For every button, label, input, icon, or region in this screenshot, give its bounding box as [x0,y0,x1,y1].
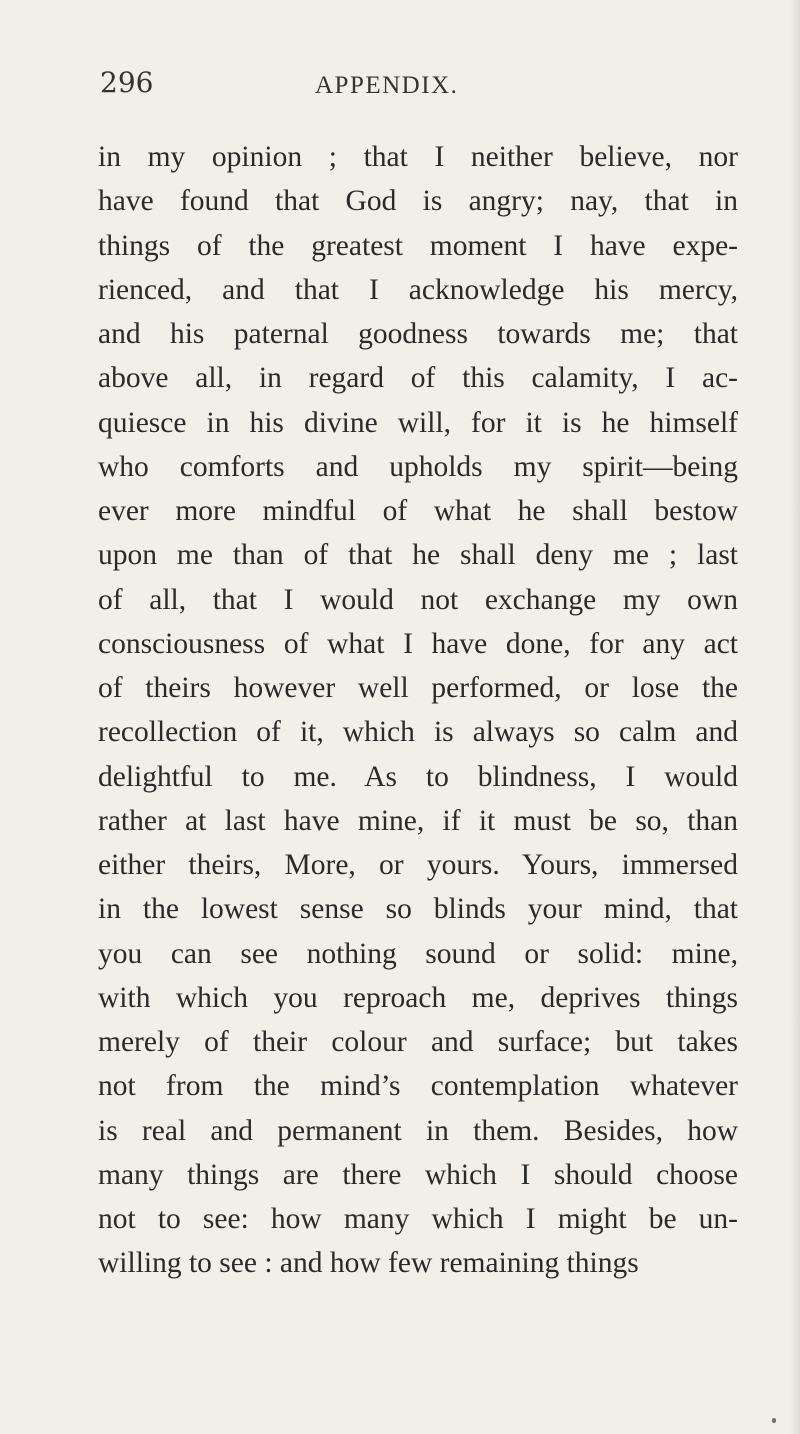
text-line: in my opinion ; that I neither believe, nor [98,141,738,173]
text-line: not to see: how many which I might be un- [98,1203,738,1235]
text-line: of all, that I would not exchange my own [98,583,738,616]
text-line: consciousness of what I have done, for any act [98,627,738,660]
page-edge-shadow [790,0,800,1434]
text-line: merely of their colour and surface; but takes [98,1026,738,1058]
text-line: with which you reproach me, deprives things [98,981,738,1014]
text-line: rienced, and that I acknowledge his mercy, [98,273,738,306]
text-line: delightful to me. As to blindness, I would [98,760,738,793]
text-line: not from the mind’s contemplation whatever [98,1070,738,1103]
page-number: 296 [100,66,154,99]
text-line: of theirs however well performed, or lose the [98,672,738,704]
text-line: recollection of it, which is always so calm and [98,716,738,749]
text-line: rather at last have mine, if it must be so, than [98,804,738,837]
text-line: things of the greatest moment I have expe- [98,229,738,262]
text-line: and his paternal goodness towards me; that [98,318,738,350]
running-head: APPENDIX. [315,72,459,99]
page-header [0,66,800,106]
ink-speck [772,1418,776,1423]
text-line: upon me than of that he shall deny me ; last [98,539,738,572]
text-line: either theirs, More, or yours. Yours, immersed [98,849,738,881]
text-line: quiesce in his divine will, for it is he himself [98,406,738,439]
text-line: have found that God is angry; nay, that in [98,185,738,218]
text-line: in the lowest sense so blinds your mind, that [98,893,738,926]
text-line: willing to see : and how few remaining things [98,1247,639,1280]
text-line: who comforts and upholds my spirit—being [98,450,738,483]
text-line: many things are there which I should choose [98,1158,738,1191]
text-line: is real and permanent in them. Besides, how [98,1114,738,1147]
text-line: you can see nothing sound or solid: mine, [98,937,738,970]
body-text [98,135,738,1286]
text-line: ever more mindful of what he shall bestow [98,495,738,527]
text-line: above all, in regard of this calamity, I ac- [98,362,738,395]
